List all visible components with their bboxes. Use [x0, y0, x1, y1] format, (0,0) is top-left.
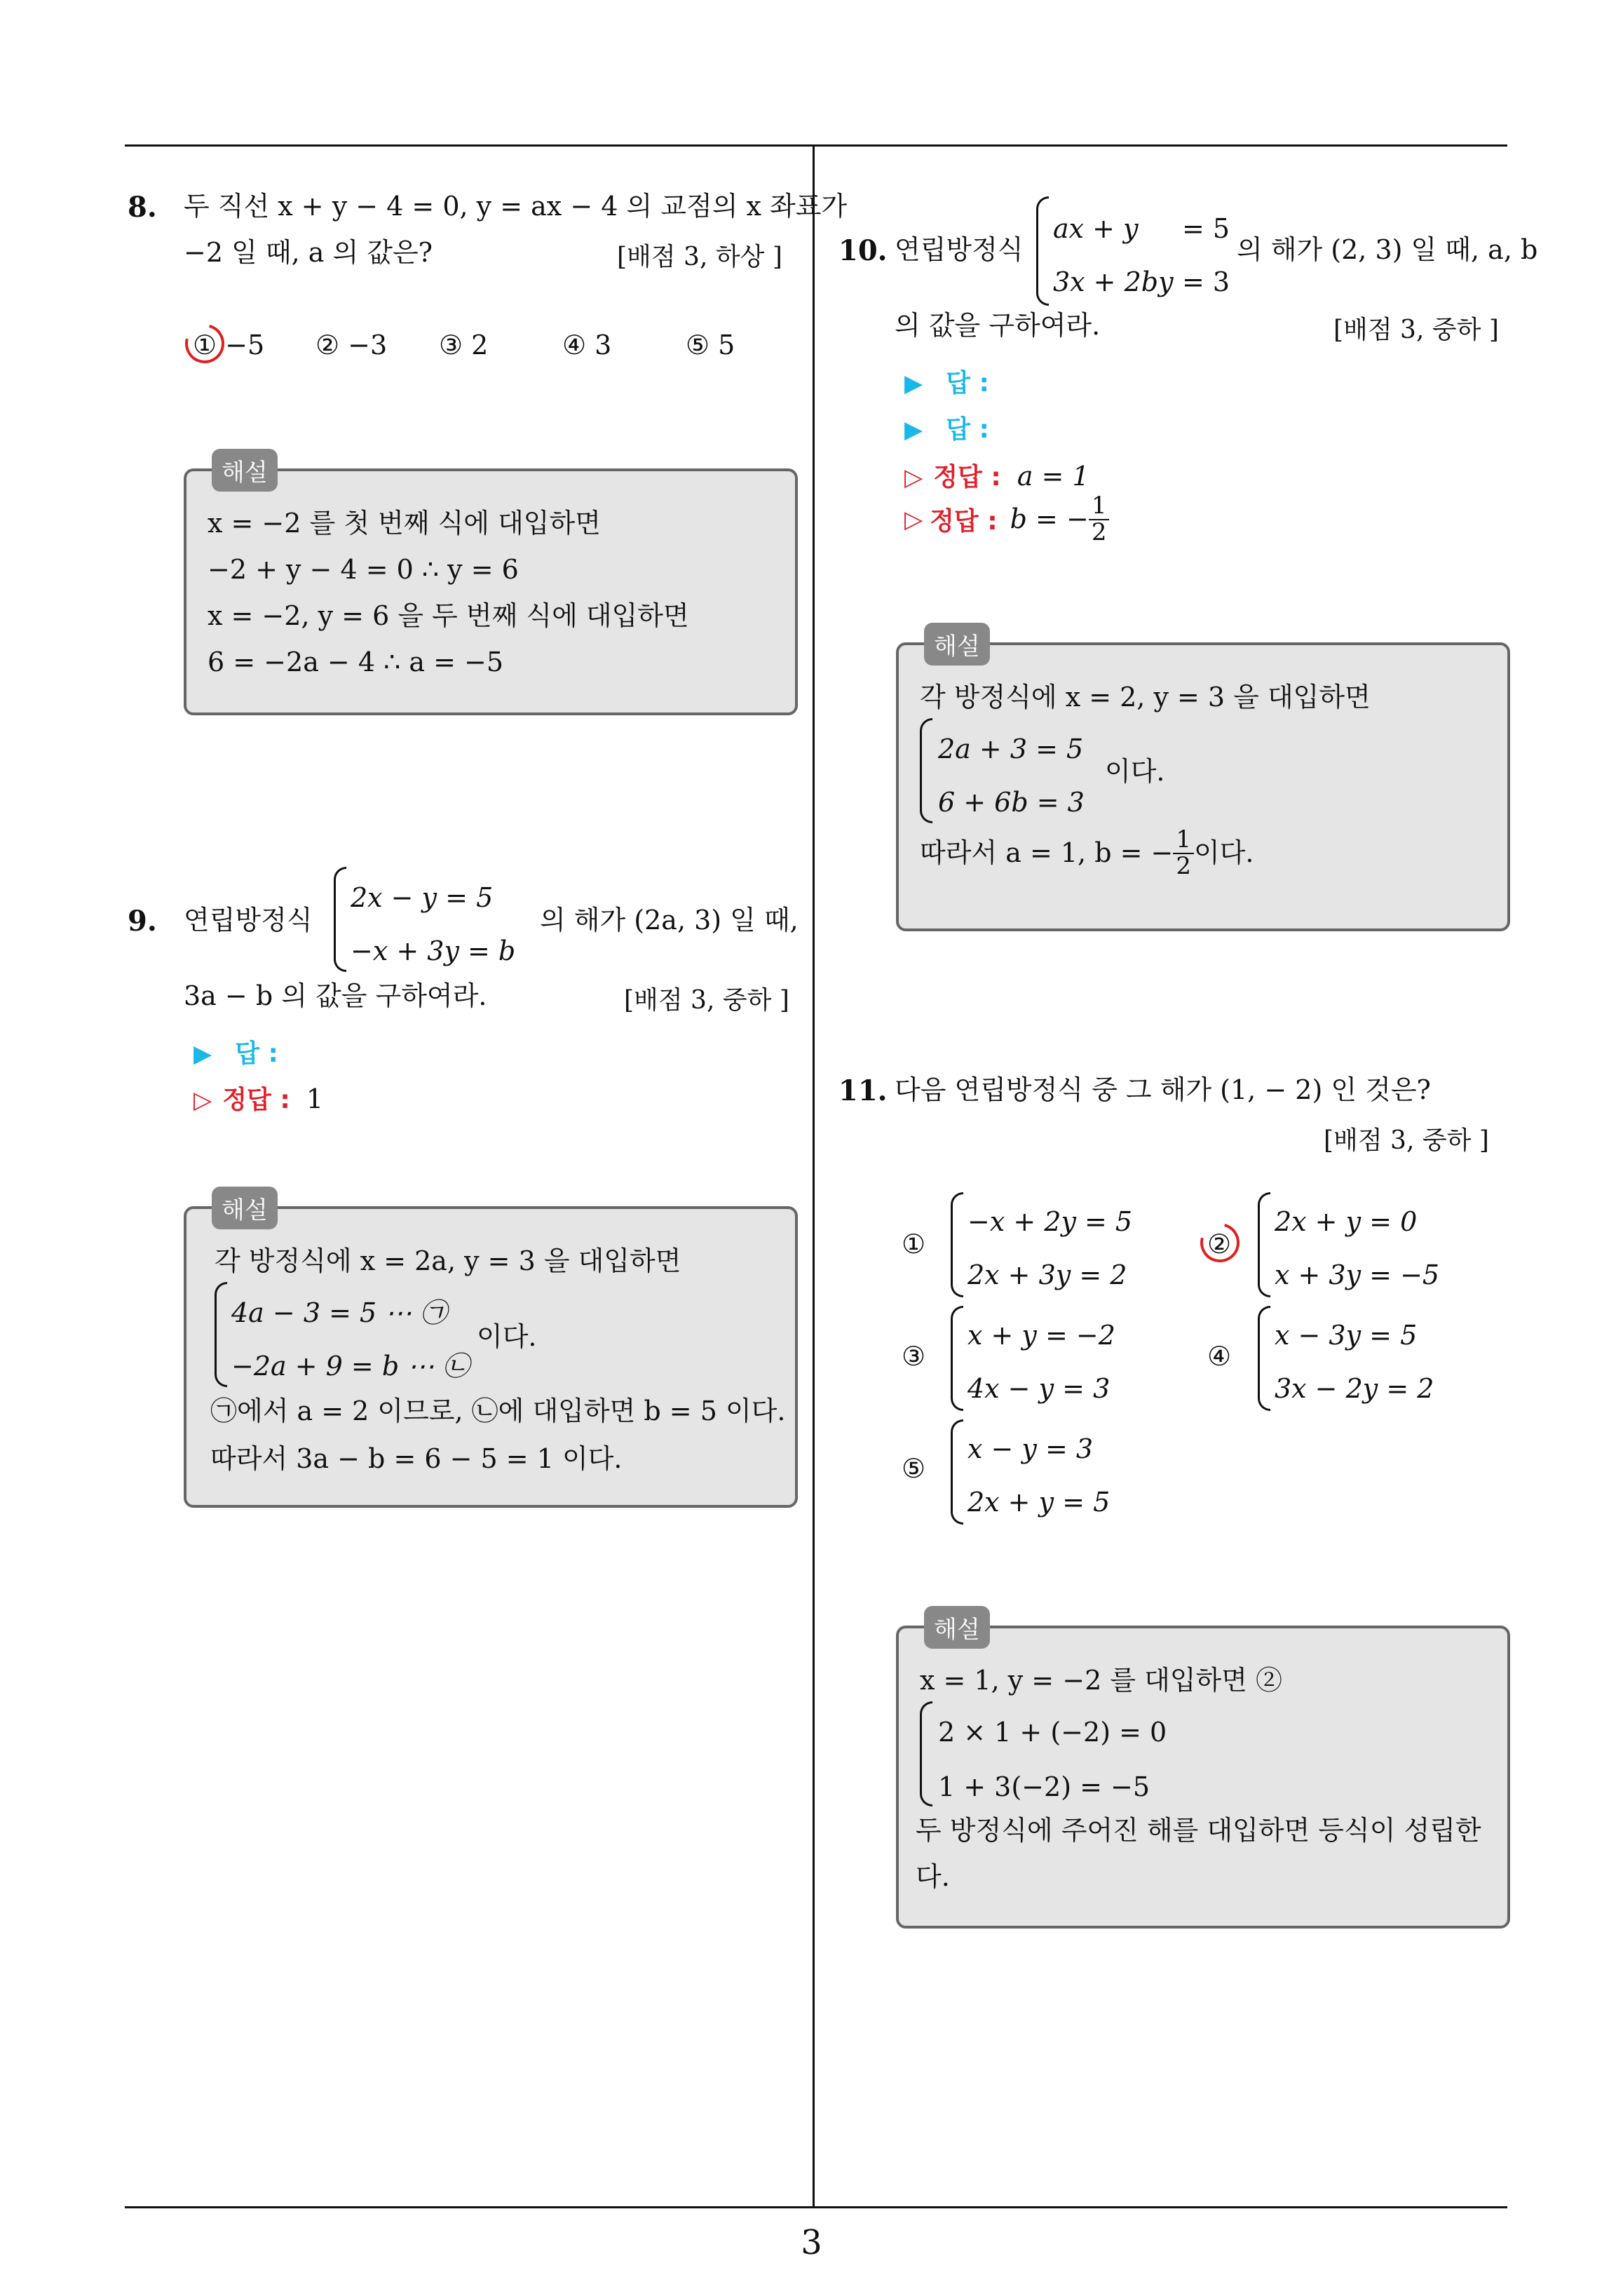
q9-number: 9.: [128, 905, 157, 938]
q9-brace: [334, 867, 346, 972]
q10-correct-b: b = −: [1010, 503, 1089, 534]
q10-suffix: 의 해가 (2, 3) 일 때, a, b: [1237, 234, 1538, 265]
q8-sol-line1: x = −2 를 첫 번째 식에 대입하면: [208, 508, 601, 539]
q10-solution-tag: 해설: [924, 623, 990, 666]
q11-choice-4-eq1: x − 3y = 5: [1275, 1320, 1418, 1351]
q10-answer-row-1: [904, 363, 989, 399]
q10-sol-eq-suffix: 이다.: [1105, 756, 1165, 787]
q11-number: 11.: [838, 1074, 888, 1107]
q11-choice-3-brace: [951, 1306, 963, 1411]
q9-answer-label: 답 :: [235, 1039, 278, 1068]
q11-choice-2-mark[interactable]: ②: [1207, 1229, 1232, 1260]
q11-choice-5-brace: [951, 1419, 963, 1525]
q11-line1: 다음 연립방정식 중 그 해가 (1, − 2) 인 것은?: [895, 1074, 1431, 1105]
page-number: 3: [801, 2223, 822, 2262]
q8-solution-tag: 해설: [212, 449, 278, 492]
q10-sol-line3-suffix: 이다.: [1194, 837, 1254, 868]
q10-correct-a: a = 1: [1017, 461, 1089, 492]
q11-choice-4-brace: [1258, 1306, 1270, 1411]
q10-eq2-right: = 3: [1182, 266, 1230, 297]
q9-solution-tag: 해설: [212, 1187, 278, 1229]
q10-sol-eq1: 2a + 3 = 5: [938, 734, 1084, 764]
q11-choice-5-eq1: x − y = 3: [967, 1433, 1094, 1464]
q10-correct-b-fraction: [1089, 494, 1110, 545]
q10-line2: 의 값을 구하여라.: [895, 310, 1101, 341]
q11-choice-5-eq2: 2x + y = 5: [967, 1487, 1111, 1518]
q10-correct-label-2: 정답 :: [930, 507, 998, 536]
fraction-numerator: 1: [1089, 494, 1110, 520]
q11-sol-eq2: 1 + 3(−2) = −5: [938, 1771, 1150, 1802]
q10-prefix: 연립방정식: [895, 234, 1024, 265]
q8-line2: −2 일 때, a 의 값은?: [184, 237, 433, 268]
q9-sol-eq1: 4a − 3 = 5 ⋯ ㉠: [231, 1297, 447, 1328]
q9-sol-brace: [215, 1282, 227, 1387]
q11-choice-4-mark[interactable]: ④: [1207, 1341, 1232, 1372]
q9-sol-line3: ㉠에서 a = 2 이므로, ㉡에 대입하면 b = 5 이다.: [210, 1396, 786, 1426]
q8-number: 8.: [128, 191, 157, 224]
q11-choice-1-brace: [951, 1192, 963, 1297]
q8-choice-5[interactable]: ⑤ 5: [686, 330, 735, 360]
q11-sol-line4: 다.: [916, 1861, 950, 1892]
q10-eq2-left: 3x + 2by: [1053, 266, 1174, 297]
q10-answer-label-1: 답 :: [946, 369, 989, 398]
q8-line1: 두 직선 x + y − 4 = 0, y = ax − 4 의 교점의 x 좌표가: [184, 191, 848, 222]
q8-choice-2[interactable]: ② −3: [315, 330, 388, 360]
q11-choice-2-eq1: 2x + y = 0: [1275, 1206, 1418, 1237]
q8-choice-4[interactable]: ④ 3: [562, 330, 612, 360]
q10-brace: [1036, 196, 1049, 306]
q8-sol-line4: 6 = −2a − 4 ∴ a = −5: [208, 647, 504, 677]
q8-sol-line3: x = −2, y = 6 을 두 번째 식에 대입하면: [208, 600, 689, 631]
q10-sol-line3: [920, 825, 1254, 880]
q11-sol-eq1: 2 × 1 + (−2) = 0: [938, 1717, 1167, 1748]
q11-sol-line1: x = 1, y = −2 를 대입하면 ②: [920, 1665, 1283, 1696]
play-outline-icon: ▷: [193, 1086, 212, 1114]
q10-sol-fraction: [1173, 825, 1194, 880]
q10-sol-line1: 각 방정식에 x = 2, y = 3 을 대입하면: [920, 682, 1371, 713]
q9-correct-label: 정답 :: [222, 1086, 290, 1114]
q11-choice-2-brace: [1258, 1192, 1270, 1297]
q10-correct-row-1: [904, 457, 1089, 493]
q11-solution-tag: 해설: [924, 1606, 990, 1649]
q10-sol-line3-prefix: 따라서 a = 1, b = −: [920, 837, 1174, 868]
q9-eq2: −x + 3y = b: [351, 936, 516, 966]
column-divider: [813, 144, 815, 2208]
q11-choice-2-eq2: x + 3y = −5: [1275, 1260, 1440, 1290]
q10-sol-brace: [920, 718, 932, 823]
q11-choice-3-eq1: x + y = −2: [967, 1320, 1115, 1351]
q10-eq1-right: = 5: [1182, 213, 1230, 244]
bottom-rule: [125, 2206, 1507, 2208]
q10-correct-row-2: [904, 494, 1109, 545]
q10-sol-eq2: 6 + 6b = 3: [938, 787, 1085, 818]
q8-sol-line2: −2 + y − 4 = 0 ∴ y = 6: [208, 554, 519, 585]
fraction-numerator: 1: [1173, 828, 1194, 854]
q9-sol-eq2: −2a + 9 = b ⋯ ㉡: [231, 1351, 470, 1382]
q10-number: 10.: [838, 234, 888, 267]
fraction-denominator: 2: [1091, 518, 1107, 546]
q10-eq1-left: ax + y: [1053, 213, 1139, 244]
q9-eq1: 2x − y = 5: [351, 882, 494, 913]
top-rule: [125, 144, 1507, 147]
play-icon: ▶: [904, 370, 923, 398]
play-outline-icon: ▷: [904, 505, 923, 534]
play-icon: ▶: [193, 1040, 212, 1068]
q10-correct-label-1: 정답 :: [933, 463, 1001, 492]
q11-choice-1-mark[interactable]: ①: [902, 1229, 926, 1260]
q11-sol-brace: [920, 1701, 932, 1807]
q9-correct-value: 1: [306, 1083, 324, 1114]
q9-sol-line1: 각 방정식에 x = 2a, y = 3 을 대입하면: [215, 1245, 681, 1276]
q11-choice-3-eq2: 4x − y = 3: [967, 1373, 1111, 1404]
q9-prefix: 연립방정식: [184, 905, 313, 936]
play-icon: ▶: [904, 416, 923, 444]
q9-score: [배점 3, 중하 ]: [624, 986, 789, 1015]
q8-score: [배점 3, 하상 ]: [617, 243, 782, 271]
q10-answer-row-2: [904, 410, 989, 445]
q11-sol-line3: 두 방정식에 주어진 해를 대입하면 등식이 성립한: [916, 1815, 1481, 1846]
q10-answer-label-2: 답 :: [946, 415, 989, 444]
play-outline-icon: ▷: [904, 464, 923, 492]
q11-choice-5-mark[interactable]: ⑤: [902, 1453, 926, 1484]
fraction-denominator: 2: [1176, 851, 1191, 880]
q9-correct-row: [193, 1080, 323, 1116]
q10-score: [배점 3, 중하 ]: [1333, 316, 1499, 344]
q9-sol-line4: 따라서 3a − b = 6 − 5 = 1 이다.: [210, 1443, 623, 1474]
q11-choice-1-eq2: 2x + 3y = 2: [967, 1260, 1127, 1290]
q11-choice-1-eq1: −x + 2y = 5: [967, 1206, 1133, 1237]
q9-suffix: 의 해가 (2a, 3) 일 때,: [540, 905, 799, 936]
q11-score: [배점 3, 중하 ]: [1324, 1126, 1489, 1155]
q8-choice-3[interactable]: ③ 2: [439, 330, 489, 360]
q8-choice-1[interactable]: ① −5: [193, 330, 265, 360]
q9-sol-eq-suffix: 이다.: [477, 1321, 537, 1352]
q9-line2: 3a − b 의 값을 구하여라.: [184, 980, 487, 1011]
q11-choice-3-mark[interactable]: ③: [902, 1341, 926, 1372]
q9-answer-row: [193, 1034, 278, 1069]
q11-choice-4-eq2: 3x − 2y = 2: [1275, 1373, 1434, 1404]
